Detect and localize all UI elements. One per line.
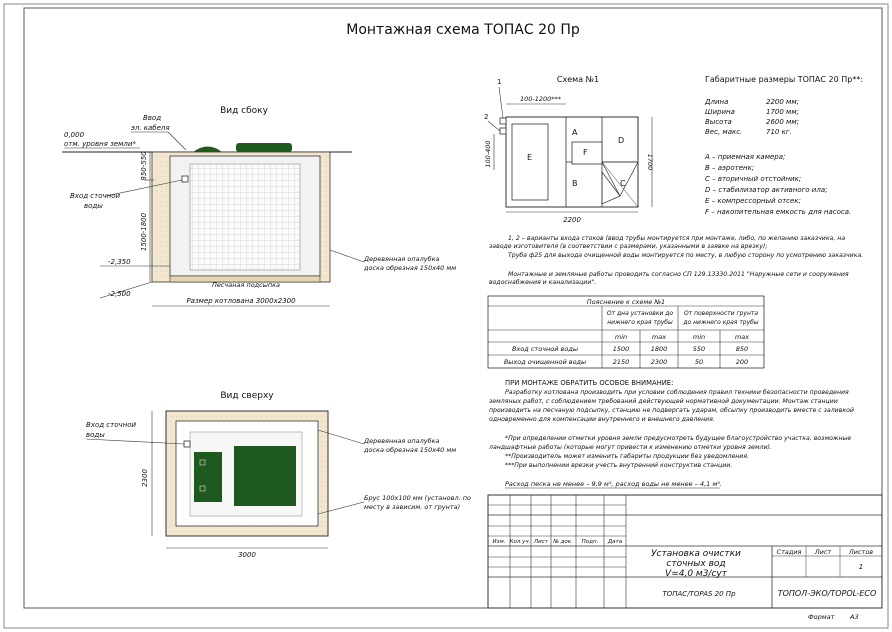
attention-line-3: производить на песчаную подсыпку, станцию не подвергать ударам, обсыпку производить вместе с заливкой xyxy=(489,407,854,414)
dim-100-1200: 100-1200*** xyxy=(520,95,562,103)
attention-heading: ПРИ МОНТАЖЕ ОБРАТИТЬ ОСОБОЕ ВНИМАНИЕ: xyxy=(505,379,674,387)
top-formwork-1: Деревянная опалубка xyxy=(364,437,440,445)
sand-label: Песчаная подсыпка xyxy=(211,281,281,289)
stamp-col-podp: Подп. xyxy=(581,539,599,545)
table-head-b-2: до нижнего края трубы xyxy=(683,319,759,326)
top-formwork-2: доска обрезная 150х40 мм xyxy=(364,446,457,454)
stamp-col-data: Дата xyxy=(607,539,623,545)
side-inlet-label-1: Вход сточной xyxy=(70,192,121,200)
side-formwork-2: доска обрезная 150х40 мм xyxy=(364,264,457,272)
top-view xyxy=(86,391,471,559)
mark-1: 1 xyxy=(497,78,502,86)
stamp-col-izm: Изм. xyxy=(492,539,506,545)
spec-height-key: Высота xyxy=(705,118,732,126)
notes-variants xyxy=(489,234,863,286)
level-2350: -2,350 xyxy=(108,258,131,266)
beam-label-1: Брус 100х100 мм (установл. по xyxy=(364,494,471,502)
sub-max-2: max xyxy=(734,333,750,341)
stamp-sheets-head: Листов xyxy=(848,548,874,556)
spec-length-val: 2200 мм; xyxy=(766,98,799,106)
row2-v1: 2150 xyxy=(612,358,630,366)
sub-max-1: max xyxy=(651,333,667,341)
label-e: E xyxy=(527,153,533,162)
side-inlet-label-2: воды xyxy=(84,202,103,210)
star-line-3: **Производитель может изменить габариты продукции без уведомления. xyxy=(505,453,750,460)
label-c: C xyxy=(620,179,626,188)
row1-v4: 850 xyxy=(735,345,749,353)
ground-level-value: 0,000 xyxy=(64,131,85,139)
row1-v3: 550 xyxy=(692,345,706,353)
table-title: Пояснение к схеме №1 xyxy=(586,298,666,306)
cable-leader xyxy=(168,132,186,150)
scheme-1 xyxy=(484,75,654,224)
dim-2300: 2300 xyxy=(141,469,149,487)
ground-level-label: отм. уровня земли* xyxy=(64,140,136,148)
attention-line-1: Разработку котлована производить при условии соблюдения правил техники безопасности проведения xyxy=(505,389,849,396)
cable-label-1: Ввод xyxy=(143,114,162,122)
side-view xyxy=(62,106,456,306)
cable-label-2: эл. кабеля xyxy=(131,124,170,132)
spec-weight-val: 710 кг. xyxy=(766,128,792,136)
label-d: D xyxy=(618,136,625,145)
stamp-col-ndoc: № док. xyxy=(553,539,573,545)
dim-1700: 1700 xyxy=(646,153,654,171)
legend-a: А – приемная камера; xyxy=(705,153,786,161)
row2-v2: 2300 xyxy=(650,358,668,366)
legend-b: B – аэротенк; xyxy=(705,164,755,172)
side-view-title: Вид сбоку xyxy=(220,106,268,116)
spec-weight-key: Вес, макс. xyxy=(705,128,743,136)
specs-title: Габаритные размеры ТОПАС 20 Пр**: xyxy=(705,75,864,84)
page-title: Монтажная схема ТОПАС 20 Пр xyxy=(346,22,580,38)
inlet-pipe-top xyxy=(184,441,190,447)
row2-name: Выход очищенной воды xyxy=(503,358,587,366)
scheme-title: Схема №1 xyxy=(556,75,600,84)
dim-3000: 3000 xyxy=(238,551,256,559)
row2-v3: 50 xyxy=(694,358,704,366)
star-line-2: ландшафтные работы (которые могут привести к изменению отметки уровня земли). xyxy=(489,444,772,451)
attention-line-4: одновременно для компенсации внутреннего и внешнего давления. xyxy=(489,416,715,423)
row1-v1: 1500 xyxy=(612,345,630,353)
consumption-line: Расход песка не менее – 9,9 м³, расход воды не менее – 4,1 м³. xyxy=(505,480,722,488)
inlet-mark-1 xyxy=(500,118,506,124)
stamp-sheets-value: 1 xyxy=(858,563,864,571)
legend-c: C – вторичный отстойник; xyxy=(705,175,802,183)
side-formwork-1: Деревянная опалубка xyxy=(364,255,440,263)
dim-100-400: 100-400 xyxy=(484,140,492,168)
stamp-title-3: V=4,0 м3/сут xyxy=(665,569,727,579)
table-head-b-1: От поверхности грунта xyxy=(683,310,759,317)
legend-f: F – накопительная емкость для насоса. xyxy=(705,208,852,216)
level-2500: -2,500 xyxy=(108,290,131,298)
label-a: A xyxy=(572,128,578,137)
spec-length-key: Длина xyxy=(705,98,729,106)
spec-width-key: Ширина xyxy=(705,108,735,116)
spec-height-val: 2600 мм; xyxy=(766,118,799,126)
lid-top-large xyxy=(234,446,296,506)
note1-line-4: Монтажные и земляные работы проводить согласно СП 129.13330.2011 "Наружные сети и сооружения xyxy=(508,271,849,278)
dim-850-550: 850-550 xyxy=(140,151,148,181)
format-label: Формат xyxy=(808,613,835,621)
pit-size-label: Размер котлована 3000х2300 xyxy=(186,297,296,305)
sub-min-2: min xyxy=(692,333,706,341)
dim-1500-1800: 1500-1800 xyxy=(140,212,148,252)
star-line-4: ***При выполнении врезки учесть внутренний конструктив станции. xyxy=(505,462,733,469)
explanation-table xyxy=(488,296,764,368)
top-inlet-label-1: Вход сточной xyxy=(86,421,137,429)
top-inlet-label-2: воды xyxy=(86,431,105,439)
title-block xyxy=(488,495,882,608)
stamp-stage-head: Стадия xyxy=(776,548,802,556)
beam-label-2: месту в зависим. от грунта) xyxy=(364,503,461,511)
tank-grid xyxy=(190,164,300,270)
note1-line-1: 1, 2 – варианты входа стоков (ввод трубы монтируется при монтаже, либо, по желанию заказчика, на xyxy=(508,235,846,242)
row1-name: Вход сточной воды xyxy=(512,345,578,353)
star-line-1: *При определении отметки уровня земли предусмотреть будущее благоустройство участка, возможные xyxy=(505,435,852,442)
stamp-company: ТОПОЛ-ЭКО/TOPOL-ECO xyxy=(777,589,877,598)
stamp-product: ТОПАС/TOPAS 20 Пр xyxy=(662,590,736,598)
stamp-col-koluch: Кол.уч. xyxy=(509,539,531,545)
table-head-a-2: нижнего края трубы xyxy=(607,319,673,326)
top-view-title: Вид сверху xyxy=(220,391,274,401)
label-b: B xyxy=(572,179,578,188)
row2-v4: 200 xyxy=(735,358,749,366)
sub-min-1: min xyxy=(614,333,628,341)
stamp-col-list: Лист xyxy=(534,539,548,545)
lid-top-small xyxy=(194,452,222,502)
note1-line-2: заводе изготовителя (в соответствии с размерами, указанными в заявке на врезку); xyxy=(489,243,768,250)
compartment-e xyxy=(512,124,548,200)
inlet-pipe-side xyxy=(182,176,188,182)
attention-line-2: земляных работ, с соблюдением требований действующей нормативной документации. Монтаж станции xyxy=(489,398,838,405)
note1-line-3: Труба ф25 для выхода очищенной воды монтируется по месту, в любую сторону по усмотрению заказчика. xyxy=(508,252,864,259)
row1-v2: 1800 xyxy=(650,345,668,353)
inner-frame xyxy=(24,8,882,608)
stamp-sheet-head: Лист xyxy=(814,548,832,556)
specs xyxy=(704,75,863,216)
lid-large xyxy=(236,143,292,152)
mark-2: 2 xyxy=(484,113,489,121)
notes-attention xyxy=(488,379,854,488)
legend-e: E – компрессорный отсек; xyxy=(705,197,801,205)
label-f: F xyxy=(583,148,588,157)
format-value: А3 xyxy=(850,613,859,621)
table-head-a-1: От дна установки до xyxy=(606,310,674,317)
spec-width-val: 1700 мм; xyxy=(766,108,799,116)
inlet-mark-2 xyxy=(500,128,506,134)
note1-line-5: водоснабжения и канализации". xyxy=(489,279,597,286)
stamp-title-2: сточных вод xyxy=(666,559,726,569)
lid-small xyxy=(193,147,222,153)
stamp-title-1: Установка очистки xyxy=(651,549,741,559)
dim-2200: 2200 xyxy=(563,216,581,224)
legend-d: D – стабилизатор активного ила; xyxy=(705,186,828,194)
